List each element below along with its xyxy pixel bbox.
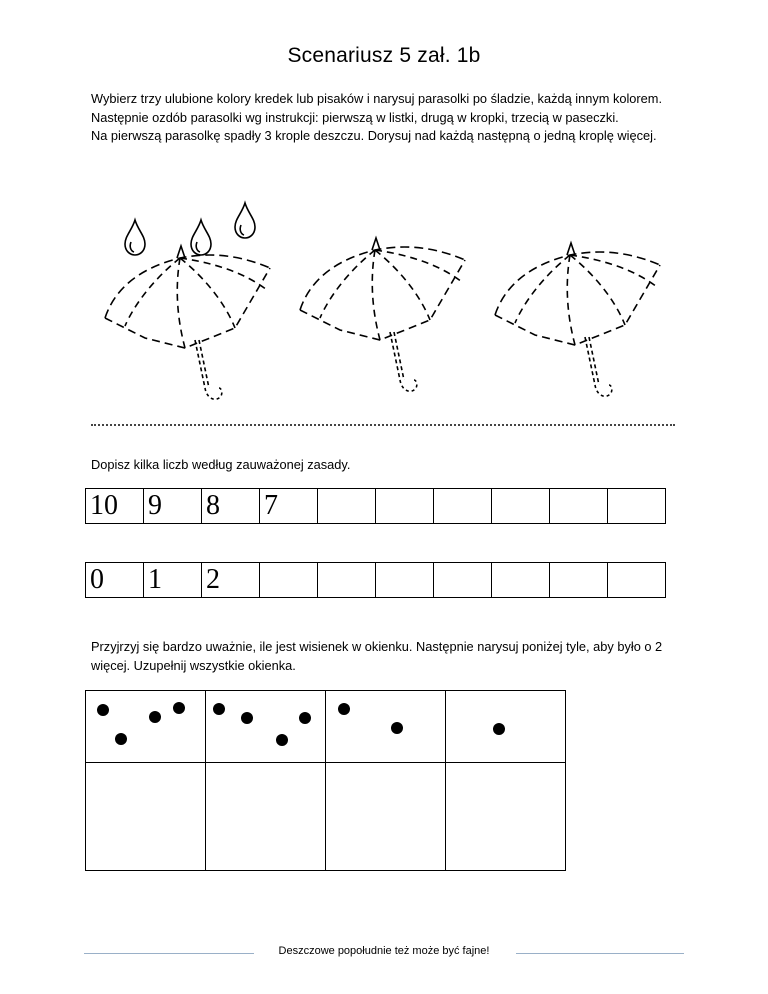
umbrella-1 bbox=[105, 246, 270, 399]
number-sequence-ascending bbox=[85, 562, 666, 598]
raindrop-icon bbox=[125, 220, 145, 255]
footer-text: Deszczowe popołudnie też może być fajne! bbox=[273, 945, 496, 957]
sequence-cell-empty[interactable] bbox=[376, 489, 434, 524]
number-sequence-descending bbox=[85, 488, 666, 524]
sequence-cell-empty[interactable] bbox=[550, 563, 608, 598]
sequence-cell: 10 bbox=[86, 489, 144, 524]
sequence-cell: 0 bbox=[86, 563, 144, 598]
instruction-line: Wybierz trzy ulubione kolory kredek lub pisaków i narysuj parasolki po śladzie, każdą innym kolorem. bbox=[91, 91, 663, 106]
sequence-cell-empty[interactable] bbox=[550, 489, 608, 524]
sequence-cell: 1 bbox=[144, 563, 202, 598]
sequence-cell-empty[interactable] bbox=[260, 563, 318, 598]
footer bbox=[0, 945, 768, 957]
bead bbox=[97, 704, 109, 716]
instruction-line: Następnie ozdób parasolki wg instrukcji: pierwszą w listki, drugą w kropki, trzecią w paseczki. bbox=[91, 109, 619, 125]
bead bbox=[493, 723, 505, 735]
sequence-cell: 7 bbox=[260, 489, 318, 524]
sequence-cell-empty[interactable] bbox=[608, 563, 666, 598]
raindrop-icon bbox=[191, 220, 211, 255]
instructions-sequences: Dopisz kilka liczb według zauważonej zasady. bbox=[91, 457, 351, 472]
bead bbox=[299, 712, 311, 724]
bead bbox=[173, 702, 185, 714]
sequence-cell-empty[interactable] bbox=[434, 489, 492, 524]
sequence-cell: 8 bbox=[202, 489, 260, 524]
drawing-window[interactable] bbox=[206, 763, 326, 871]
bead bbox=[213, 703, 225, 715]
bead bbox=[149, 711, 161, 723]
umbrella-2 bbox=[300, 238, 465, 391]
sequence-cell-empty[interactable] bbox=[608, 489, 666, 524]
bead bbox=[241, 712, 253, 724]
sequence-cell-empty[interactable] bbox=[492, 563, 550, 598]
sequence-cell-empty[interactable] bbox=[376, 563, 434, 598]
sequence-cell-empty[interactable] bbox=[318, 489, 376, 524]
bead-window bbox=[326, 691, 446, 763]
sequence-cell-empty[interactable] bbox=[318, 563, 376, 598]
drawing-window[interactable] bbox=[326, 763, 446, 871]
instructions-umbrellas bbox=[91, 90, 691, 146]
sequence-cell: 9 bbox=[144, 489, 202, 524]
bead-window bbox=[86, 691, 206, 763]
instruction-line: Na pierwszą parasolkę spadły 3 krople deszczu. Dorysuj nad każdą następną o jedną kroplę więcej. bbox=[91, 128, 657, 143]
sequence-cell-empty[interactable] bbox=[434, 563, 492, 598]
bead-window bbox=[446, 691, 566, 763]
page-title: Scenariusz 5 zał. 1b bbox=[287, 44, 481, 67]
bead-window bbox=[206, 691, 326, 763]
sequence-cell-empty[interactable] bbox=[492, 489, 550, 524]
instructions-beads: Przyjrzyj się bardzo uważnie, ile jest wisienek w okienku. Następnie narysuj poniżej tyle, aby było o 2 więcej. Uzupełnij wszystkie okienka. bbox=[91, 639, 663, 673]
sequence-cell: 2 bbox=[202, 563, 260, 598]
bead bbox=[276, 734, 288, 746]
drawing-window[interactable] bbox=[86, 763, 206, 871]
raindrop-icon bbox=[235, 203, 255, 238]
bead bbox=[391, 722, 403, 734]
umbrella-illustrations bbox=[95, 198, 675, 413]
drawing-window[interactable] bbox=[446, 763, 566, 871]
bead bbox=[115, 733, 127, 745]
umbrella-3 bbox=[495, 243, 660, 396]
bead-counting-grid bbox=[85, 690, 566, 871]
section-divider bbox=[91, 424, 675, 426]
bead bbox=[338, 703, 350, 715]
